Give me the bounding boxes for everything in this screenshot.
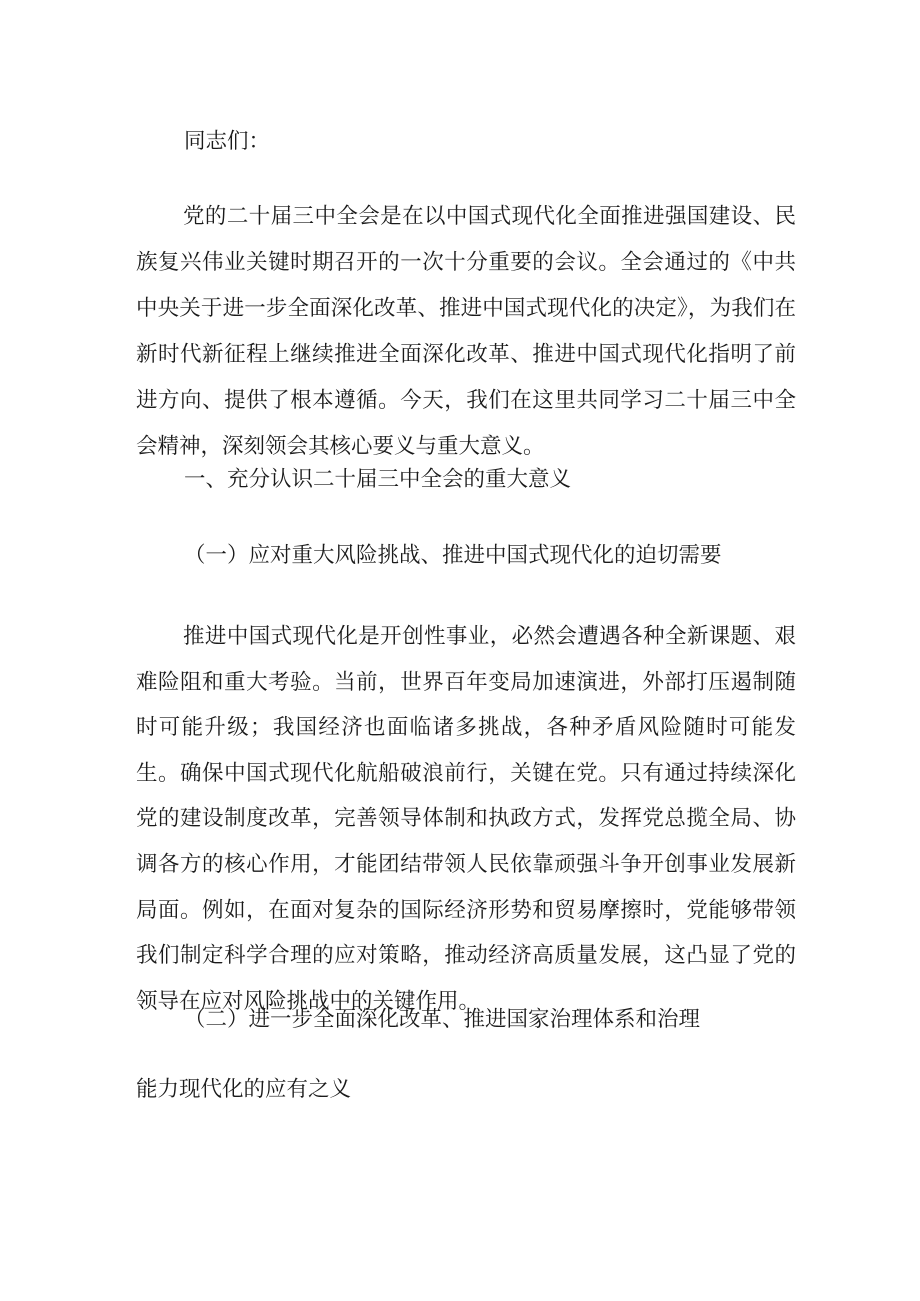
subsection-2-heading-line1: （二）进一步全面深化改革、推进国家治理体系和治理 xyxy=(184,1007,701,1032)
section-1-heading: 一、充分认识二十届三中全会的重大意义 xyxy=(184,467,572,492)
subsection-2-heading-line2: 能力现代化的应有之义 xyxy=(136,1077,352,1102)
subsection-1-body: 推进中国式现代化是开创性事业，必然会遭遇各种全新课题、艰难险阻和重大考验。当前，世界百年变局加速演进，外部打压遏制随时可能升级；我国经济也面临诸多挑战，各种矛盾风险随时可能发生。确保中国式现代化航船破浪前行，关键在党。只有通过持续深化党的建设制度改革，完善领导体制和执政方式，发挥党总揽全局、协调各方的核心作用，才能团结带领人民依靠顽强斗争开创事业发展新局面。例如，在面对复杂的国际经济形势和贸易摩擦时，党能够带领我们制定科学合理的应对策略，推动经济高质量发展，这凸显了党的领导在应对风险挑战中的关键作用。 xyxy=(136,624,796,1014)
intro-paragraph: 党的二十届三中全会是在以中国式现代化全面推进强国建设、民族复兴伟业关键时期召开的一次十分重要的会议。全会通过的《中共中央关于进一步全面深化改革、推进中国式现代化的决定》，为我们在新时代新征程上继续推进全面深化改革、推进中国式现代化指明了前进方向、提供了根本遵循。今天，我们在这里共同学习二十届三中全会精神，深刻领会其核心要义与重大意义。 xyxy=(136,204,796,459)
subsection-1-heading: （一）应对重大风险挑战、推进中国式现代化的迫切需要 xyxy=(184,543,722,568)
salutation: 同志们： xyxy=(184,129,271,154)
